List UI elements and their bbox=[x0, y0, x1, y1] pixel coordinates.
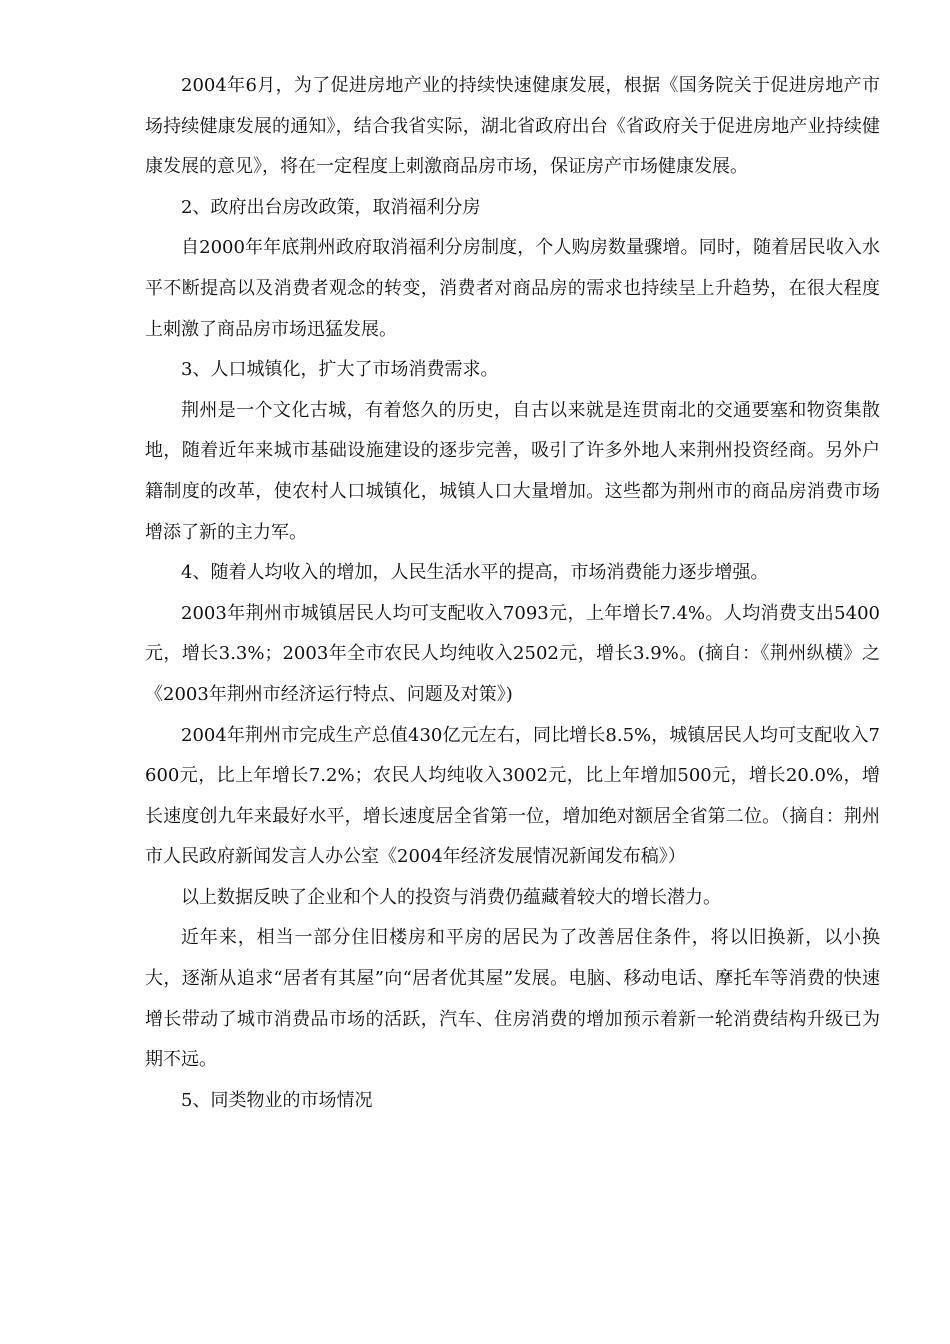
paragraph-income-2003: 2003年荆州市城镇居民人均可支配收入7093元，上年增长7.4%。人均消费支出5400元，增长3.3%；2003年全市农民人均纯收入2502元，增长3.9%。(摘自：《荆州纵横》之《2003年荆州市经济运行特点、问题及对策》) bbox=[145, 602, 880, 705]
heading-similar-properties: 5、同类物业的市场情况 bbox=[181, 1089, 373, 1111]
paragraph-policy-2004: 2004年6月，为了促进房地产业的持续快速健康发展，根据《国务院关于促进房地产市场持续健康发展的通知》，结合我省实际，湖北省政府出台《省政府关于促进房地产业持续健康发展的意见》，将在一定程度上刺激商品房市场，保证房产市场健康发展。 bbox=[145, 75, 880, 178]
paragraph-data-summary: 以上数据反映了企业和个人的投资与消费仍蕴藏着较大的增长潜力。 bbox=[181, 886, 721, 908]
heading-urbanization: 3、人口城镇化，扩大了市场消费需求。 bbox=[181, 359, 499, 381]
paragraph-housing-reform: 自2000年年底荆州政府取消福利分房制度，个人购房数量骤增。同时，随着居民收入水平不断提高以及消费者观念的转变，消费者对商品房的需求也持续呈上升趋势，在很大程度上刺激了商品房市场迅猛发展。 bbox=[145, 237, 880, 340]
document-body bbox=[145, 66, 880, 1121]
heading-income-growth: 4、随着人均收入的增加，人民生活水平的提高，市场消费能力逐步增强。 bbox=[181, 562, 769, 584]
heading-housing-reform: 2、政府出台房改政策，取消福利分房 bbox=[181, 196, 481, 218]
paragraph-urbanization: 荆州是一个文化古城，有着悠久的历史，自古以来就是连贯南北的交通要塞和物资集散地，随着近年来城市基础设施建设的逐步完善，吸引了许多外地人来荆州投资经商。另外户籍制度的改革，使农村人口城镇化，城镇人口大量增加。这些都为荆州市的商品房消费市场增添了新的主力军。 bbox=[145, 399, 880, 543]
paragraph-consumption-upgrade: 近年来，相当一部分住旧楼房和平房的居民为了改善居住条件，将以旧换新，以小换大，逐渐从追求“居者有其屋”向“居者优其屋”发展。电脑、移动电话、摩托车等消费的快速增长带动了城市消费品市场的活跃，汽车、住房消费的增加预示着新一轮消费结构升级已为期不远。 bbox=[145, 927, 880, 1071]
paragraph-income-2004: 2004年荆州市完成生产总值430亿元左右，同比增长8.5%，城镇居民人均可支配收入7600元，比上年增长7.2%；农民人均纯收入3002元，比上年增加500元，增长20.0%，增长速度创九年来最好水平，增长速度居全省第一位，增加绝对额居全省第二位。（摘自：荆州市人民政府新闻发言人办公室《2004年经济发展情况新闻发布稿》） bbox=[145, 724, 880, 868]
